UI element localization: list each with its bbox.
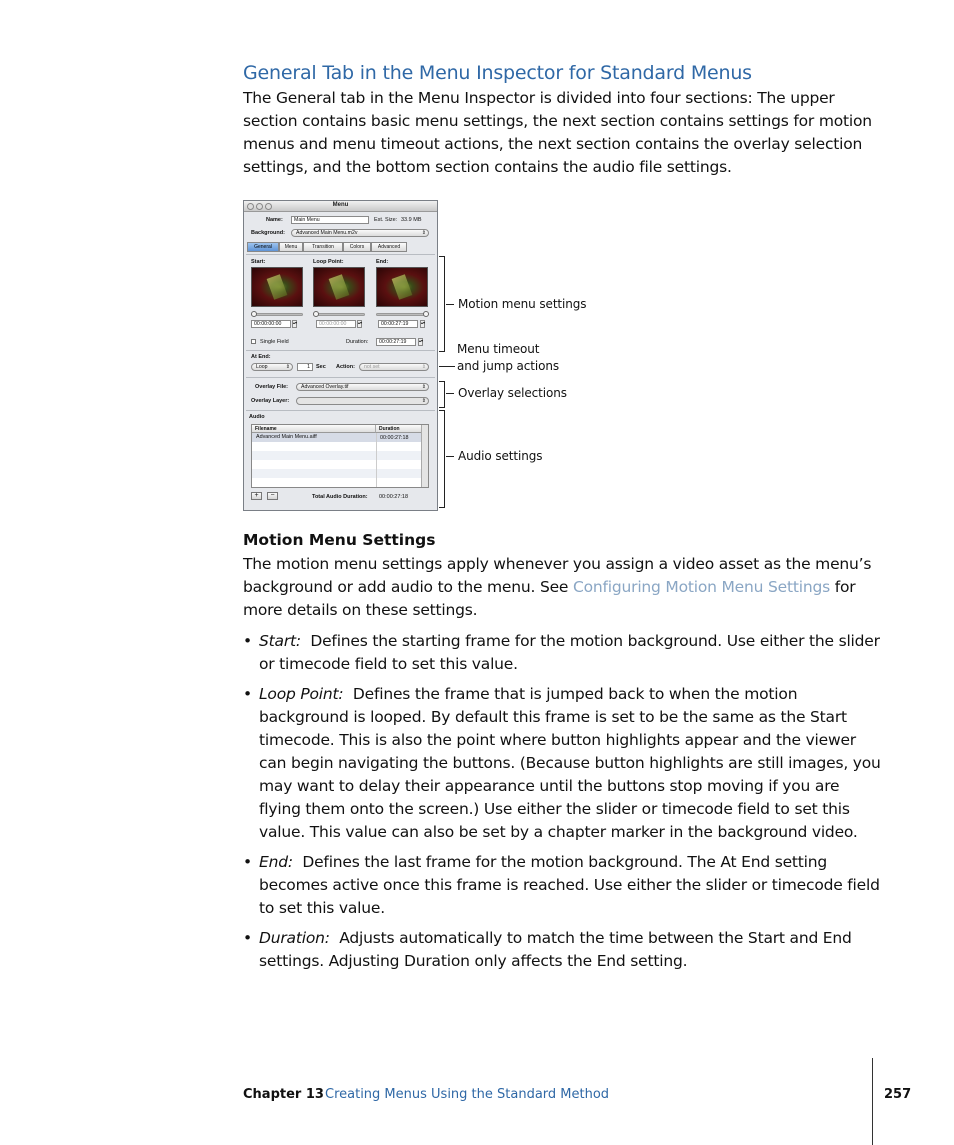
motion-menu-settings-heading: Motion Menu Settings — [243, 531, 436, 549]
list-item: • Duration: Adjusts automatically to match the time between the Start and End settings. Adjusting Duration only affects the End setting. — [243, 929, 852, 970]
duration-stepper-icon: ▴▾ — [418, 338, 423, 346]
end-thumbnail — [376, 267, 428, 307]
table-scrollbar — [421, 425, 428, 487]
callout-menu-timeout-line1: Menu timeout — [457, 342, 540, 356]
at-end-label: At End: — [251, 354, 271, 360]
tab-general: General — [247, 242, 279, 252]
popup-arrows-icon: ⇕ — [285, 364, 290, 370]
at-end-popup: Loop ⇕ — [251, 363, 293, 371]
list-item: • Loop Point: Defines the frame that is jumped back to when the motion background is looped. By default this frame is set to be the same as the Start timecode. This is also the point where button highlights appear and the viewer can begin navigating the buttons. (Because button highlights are still images, you may want to delay their appearance until the buttons stop moving if you are flying them onto the screen.) Use either the slider or timecode field to set this value. This value can also be set by a chapter marker in the background video. — [243, 685, 881, 841]
overlay-file-popup: Advanced Overlay.tif ⇕ — [296, 383, 429, 391]
seconds-field: 1 — [297, 363, 313, 371]
tab-menu: Menu — [279, 242, 303, 252]
sec-label: Sec — [316, 364, 326, 370]
callout-overlay-selections: Overlay selections — [458, 386, 567, 400]
audio-table — [251, 424, 429, 488]
callout-motion-menu-settings: Motion menu settings — [458, 297, 587, 311]
background-popup: Advanced Main Menu.m2v ⇕ — [291, 229, 429, 237]
loop-stepper-icon: ▴▾ — [357, 320, 362, 328]
footer-chapter: Chapter 13 — [243, 1087, 324, 1102]
footer-chapter-title[interactable]: Creating Menus Using the Standard Method — [325, 1087, 610, 1102]
est-size-value: 33.9 MB — [401, 217, 422, 223]
background-label: Background: — [251, 230, 285, 236]
menu-inspector-screenshot — [243, 200, 438, 511]
popup-arrows-icon: ⇕ — [421, 398, 426, 404]
overlay-layer-popup — [296, 397, 429, 405]
est-size-label: Est. Size: — [374, 217, 398, 223]
callout-menu-timeout-line2: and jump actions — [457, 359, 560, 373]
table-row: Advanced Main Menu.aiff — [256, 434, 317, 440]
start-timecode-field: 00:00:00:00 — [251, 320, 291, 328]
intro-paragraph: The General tab in the Menu Inspector is divided into four sections: The upper section contains basic menu settings, the next section contains settings for motion menus and menu timeout actions, the next section contains the overlay selection settings, and the bottom section contains the audio file settings. — [243, 89, 872, 176]
popup-arrows-icon: ⇕ — [421, 364, 426, 370]
popup-arrows-icon: ⇕ — [421, 230, 426, 236]
tab-advanced: Advanced — [371, 242, 407, 252]
window-titlebar — [244, 201, 437, 212]
overlay-bracket — [439, 381, 445, 408]
single-field-checkbox — [251, 339, 256, 344]
action-popup: not set ⇕ — [359, 363, 429, 371]
motion-menu-paragraph: The motion menu settings apply whenever you assign a video asset as the menu’s background or add audio to the menu. See Configuring Motion Menu Settings for more details on these settings. — [243, 555, 872, 619]
end-label: End: — [376, 259, 389, 265]
start-stepper-icon: ▴▾ — [292, 320, 297, 328]
column-duration: Duration — [376, 425, 422, 433]
start-label: Start: — [251, 259, 266, 265]
start-thumbnail — [251, 267, 303, 307]
audio-label: Audio — [249, 414, 265, 420]
timeout-pointer — [439, 366, 455, 367]
add-audio-button: + — [251, 492, 262, 500]
name-label: Name: — [266, 217, 283, 223]
loop-point-label: Loop Point: — [313, 259, 344, 265]
table-row-duration: 00:00:27:18 — [380, 435, 409, 441]
overlay-file-label: Overlay File: — [255, 384, 289, 390]
popup-arrows-icon: ⇕ — [421, 384, 426, 390]
overlay-layer-label: Overlay Layer: — [251, 398, 290, 404]
motion-bracket — [439, 256, 445, 352]
column-filename: Filename — [252, 425, 376, 433]
total-audio-label: Total Audio Duration: — [312, 494, 368, 500]
list-item: • Start: Defines the starting frame for the motion background. Use either the slider or timecode field to set this value. — [243, 632, 880, 673]
total-audio-value: 00:00:27:18 — [379, 494, 409, 500]
list-item: • End: Defines the last frame for the motion background. The At End setting becomes active once this frame is reached. Use either the slider or timecode field to set this value. — [243, 853, 880, 917]
end-timecode-field: 00:00:27:19 — [378, 320, 418, 328]
duration-timecode-field: 00:00:27:19 — [376, 338, 416, 346]
loop-timecode-field: 00:00:00:00 — [316, 320, 356, 328]
settings-bullet-list — [243, 630, 883, 973]
end-stepper-icon: ▴▾ — [420, 320, 425, 328]
action-label: Action: — [336, 364, 355, 370]
footer-divider — [872, 1058, 873, 1145]
section-title: General Tab in the Menu Inspector for Standard Menus — [243, 62, 752, 84]
page-number: 257 — [884, 1087, 912, 1102]
loop-point-thumbnail — [313, 267, 365, 307]
remove-audio-button: − — [267, 492, 278, 500]
loop-point-slider — [313, 313, 365, 316]
single-field-label: Single Field — [260, 339, 289, 345]
end-slider — [376, 313, 428, 316]
tab-transition: Transition — [303, 242, 343, 252]
callout-audio-settings: Audio settings — [458, 449, 543, 463]
tab-colors: Colors — [343, 242, 371, 252]
start-slider — [251, 313, 303, 316]
audio-bracket — [439, 410, 445, 508]
configuring-motion-menu-link[interactable]: Configuring Motion Menu Settings — [573, 578, 830, 596]
duration-label: Duration: — [346, 339, 369, 345]
window-title: Menu — [332, 202, 349, 208]
name-field: Main Menu — [291, 216, 369, 224]
